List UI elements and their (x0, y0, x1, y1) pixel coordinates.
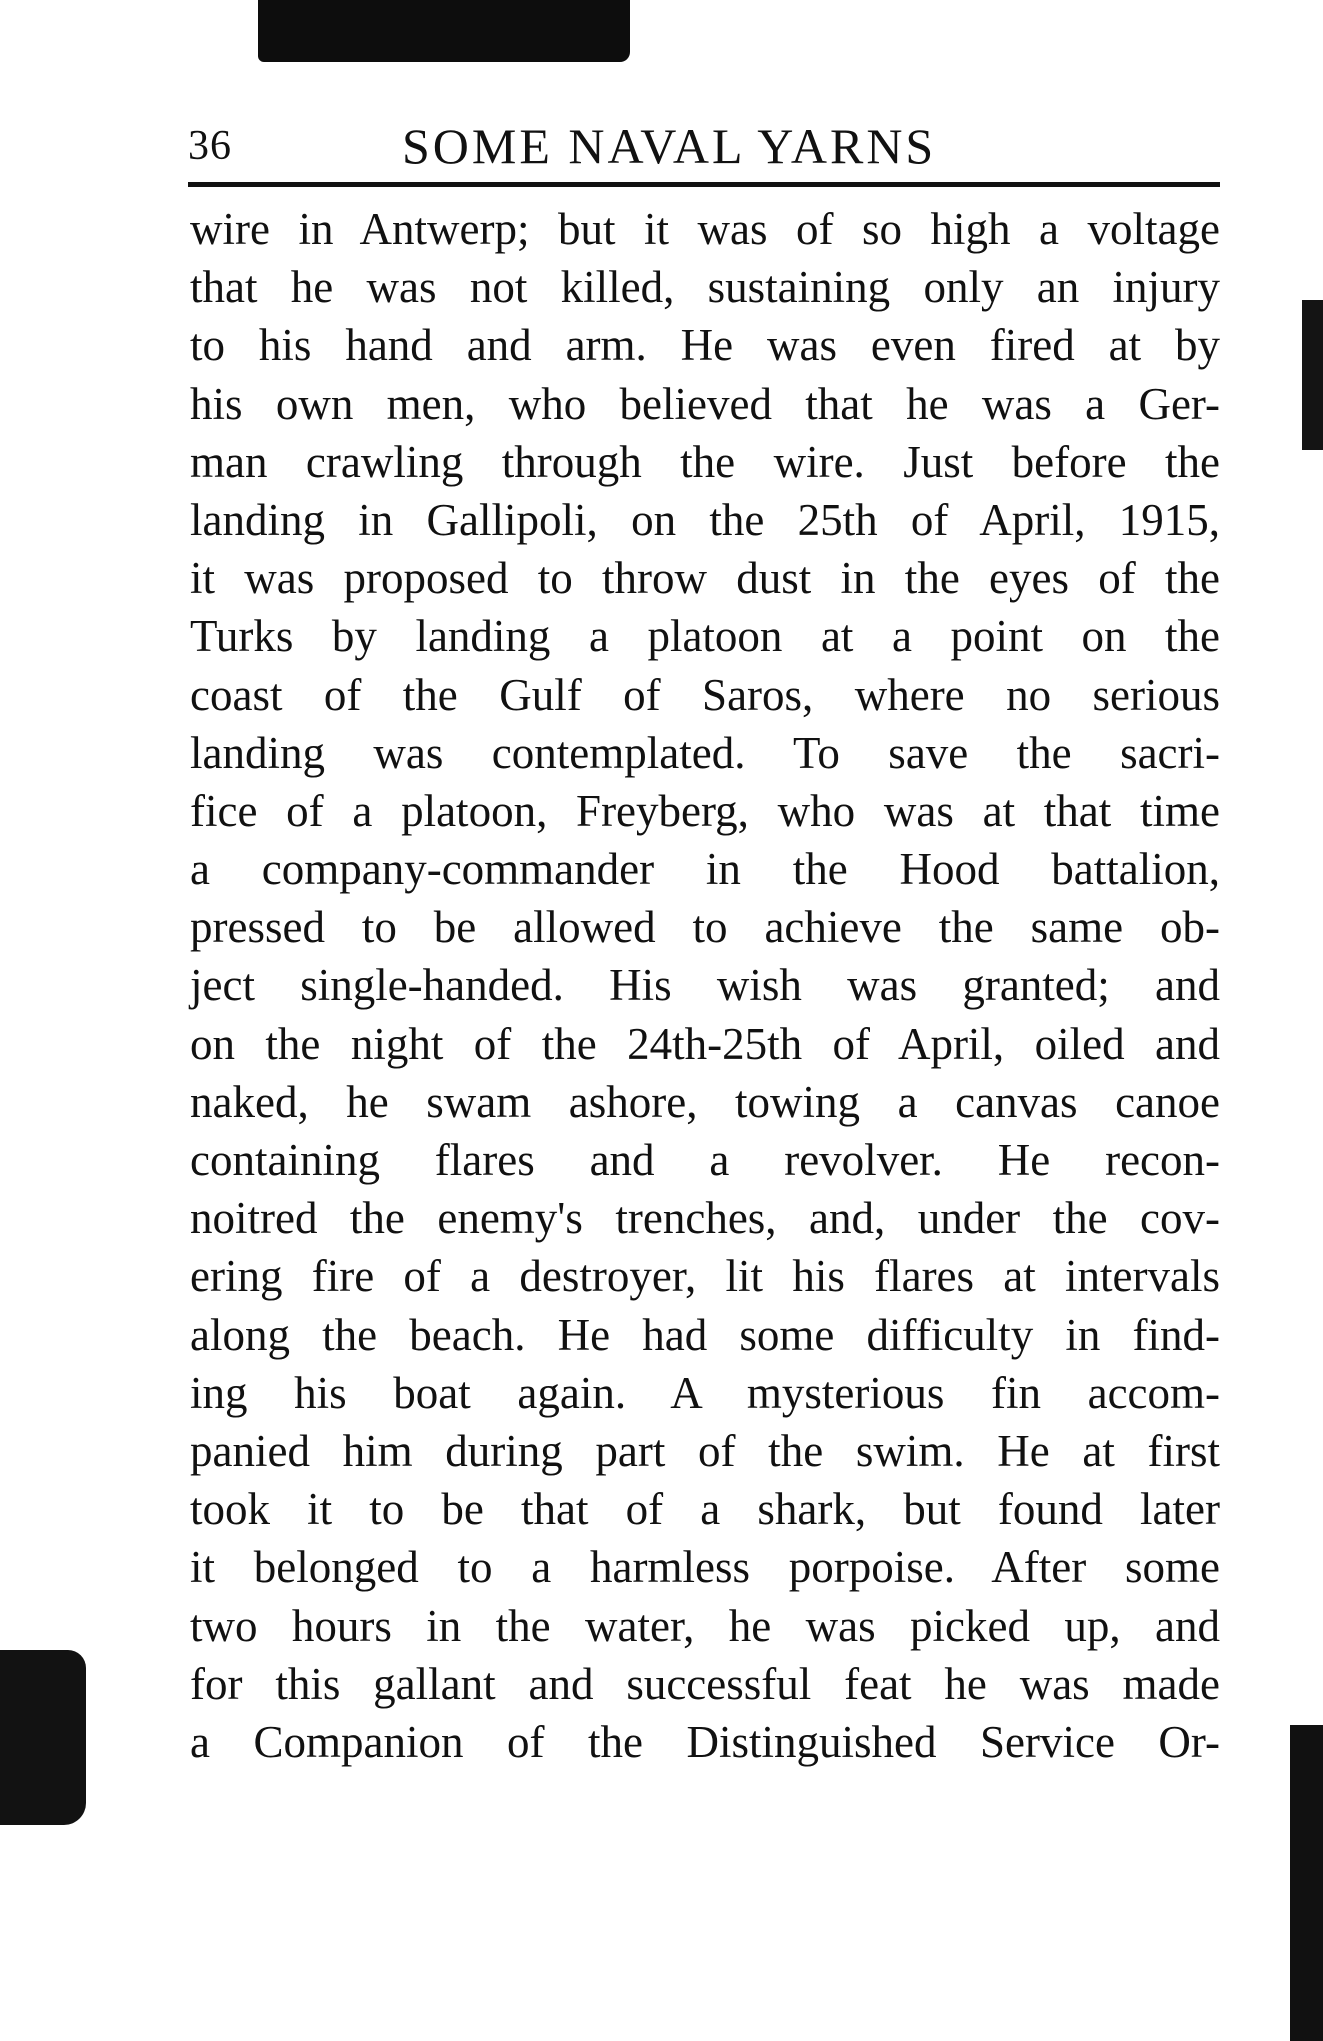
text-line: it was proposed to throw dust in the eyes of the (190, 553, 1220, 604)
text-line: wire in Antwerp; but it was of so high a voltage (190, 204, 1220, 254)
text-line: a company-commander in the Hood battalion, (190, 844, 1220, 895)
header-rule (188, 182, 1220, 187)
text-line: to his hand and arm. He was even fired at by (190, 320, 1220, 371)
scan-shadow-top (258, 0, 630, 62)
text-line: took it to be that of a shark, but found later (190, 1484, 1220, 1535)
text-line: his own men, who believed that he was a Ger- (190, 378, 1220, 429)
text-line: along the beach. He had some difficulty in find- (190, 1309, 1220, 1360)
text-line: landing in Gallipoli, on the 25th of April, 1915, (190, 494, 1220, 545)
text-line: coast of the Gulf of Saros, where no serious (190, 669, 1220, 720)
text-line: for this gallant and successful feat he was made (190, 1658, 1220, 1709)
text-line: containing flares and a revolver. He recon- (190, 1135, 1220, 1185)
text-line: ering fire of a destroyer, lit his flares at intervals (190, 1251, 1220, 1302)
text-line: naked, he swam ashore, towing a canvas canoe (190, 1076, 1220, 1127)
text-line: ing his boat again. A mysterious fin accom- (190, 1367, 1220, 1418)
text-line: noitred the enemy's trenches, and, under the cov- (190, 1193, 1220, 1244)
scan-shadow-right-upper (1302, 300, 1323, 450)
text-line: on the night of the 24th-25th of April, oiled and (190, 1018, 1220, 1069)
text-line: that he was not killed, sustaining only an injury (190, 262, 1220, 313)
text-line: it belonged to a harmless porpoise. After some (190, 1542, 1220, 1593)
text-line: pressed to be allowed to achieve the same ob- (190, 902, 1220, 953)
text-line: fice of a platoon, Freyberg, who was at that time (190, 785, 1220, 836)
body-text (190, 200, 1220, 1771)
text-line: landing was contemplated. To save the sacri- (190, 727, 1220, 778)
text-line: a Companion of the Distinguished Service Or- (190, 1716, 1220, 1767)
running-head: SOME NAVAL YARNS (402, 118, 937, 174)
text-line: two hours in the water, he was picked up, and (190, 1600, 1220, 1651)
text-line: panied him during part of the swim. He at first (190, 1425, 1220, 1476)
scan-shadow-right-lower (1290, 1725, 1323, 2041)
scan-shadow-left-lower (0, 1650, 86, 1825)
text-line: ject single-handed. His wish was granted; and (190, 960, 1220, 1011)
text-line: man crawling through the wire. Just before the (190, 436, 1220, 487)
page-number: 36 (188, 123, 232, 169)
page-header (188, 116, 1220, 176)
text-line: Turks by landing a platoon at a point on the (190, 611, 1220, 662)
